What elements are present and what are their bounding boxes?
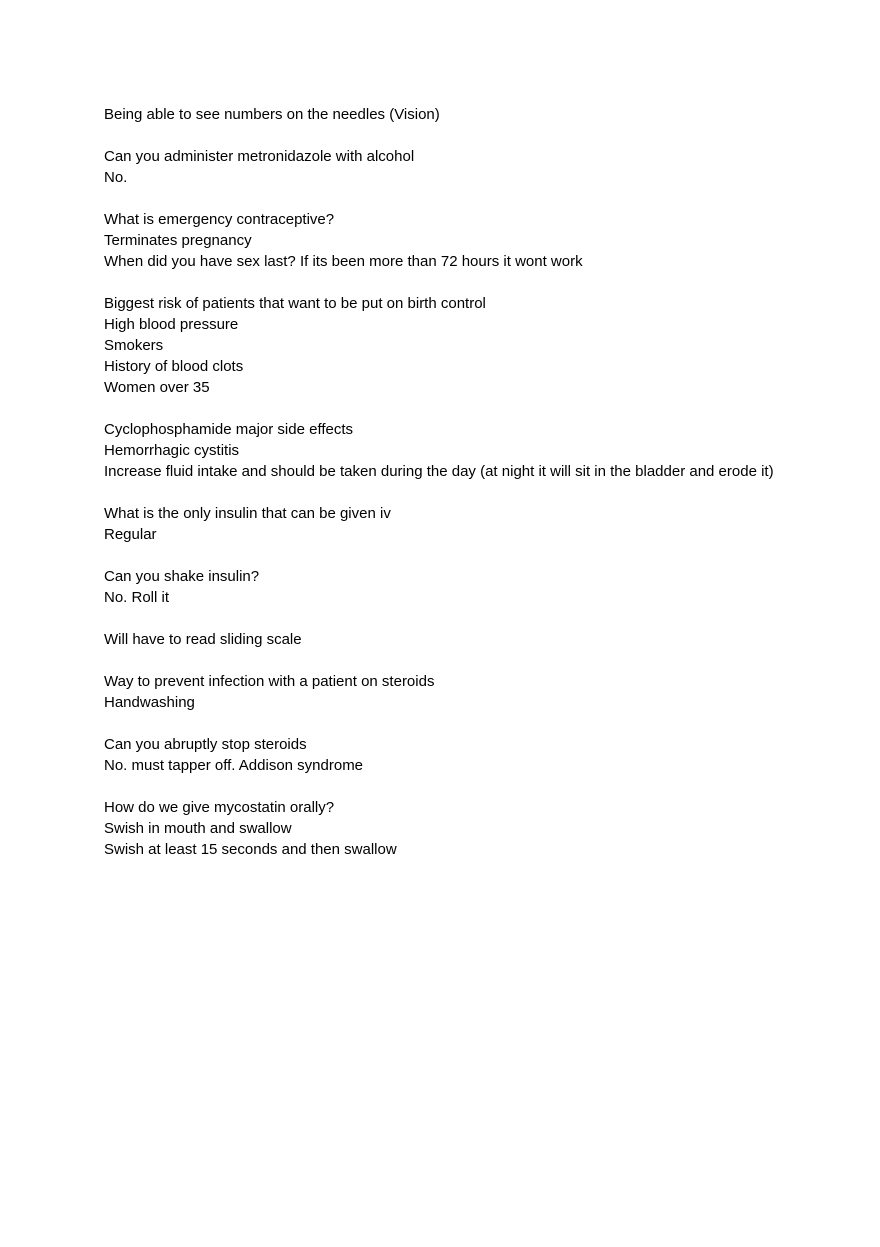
- text-line: Will have to read sliding scale: [104, 631, 302, 648]
- answer-line: Swish at least 15 seconds and then swallow: [104, 841, 397, 858]
- answer-line: High blood pressure: [104, 316, 239, 333]
- document-body: [104, 104, 774, 881]
- answer-line: Terminates pregnancy: [104, 232, 252, 249]
- answer-line: No. must tapper off. Addison syndrome: [104, 757, 364, 774]
- question-line: Can you administer metronidazole with alcohol: [104, 148, 415, 165]
- question-line: Way to prevent infection with a patient on steroids: [104, 673, 435, 690]
- note-block-shake-insulin: [104, 566, 774, 608]
- note-block-emergency-contraceptive: [104, 209, 774, 272]
- text-line: Being able to see numbers on the needles (Vision): [104, 106, 440, 123]
- answer-line: Regular: [104, 526, 157, 543]
- note-block-steroid-infection: [104, 671, 774, 713]
- answer-line: Smokers: [104, 337, 164, 354]
- note-block-vision: [104, 104, 774, 125]
- answer-line: Swish in mouth and swallow: [104, 820, 292, 837]
- answer-line: Hemorrhagic cystitis: [104, 442, 240, 459]
- question-line: Biggest risk of patients that want to be put on birth control: [104, 295, 486, 312]
- question-line: What is emergency contraceptive?: [104, 211, 335, 228]
- note-block-birth-control-risks: [104, 293, 774, 398]
- question-line: Can you shake insulin?: [104, 568, 260, 585]
- note-block-iv-insulin: [104, 503, 774, 545]
- answer-line: When did you have sex last? If its been more than 72 hours it wont work: [104, 253, 583, 270]
- answer-line: History of blood clots: [104, 358, 244, 375]
- note-block-cyclophosphamide: [104, 419, 774, 482]
- question-line: What is the only insulin that can be given iv: [104, 505, 391, 522]
- answer-line: No. Roll it: [104, 589, 170, 606]
- answer-line: Handwashing: [104, 694, 195, 711]
- question-line: Can you abruptly stop steroids: [104, 736, 307, 753]
- question-line: Cyclophosphamide major side effects: [104, 421, 354, 438]
- answer-line: Women over 35: [104, 379, 210, 396]
- answer-line: Increase fluid intake and should be taken during the day (at night it will sit in the bladder and erode it): [104, 463, 774, 480]
- note-block-stop-steroids: [104, 734, 774, 776]
- note-block-sliding-scale: [104, 629, 774, 650]
- note-block-mycostatin: [104, 797, 774, 860]
- note-block-metronidazole: [104, 146, 774, 188]
- answer-line: No.: [104, 169, 128, 186]
- question-line: How do we give mycostatin orally?: [104, 799, 335, 816]
